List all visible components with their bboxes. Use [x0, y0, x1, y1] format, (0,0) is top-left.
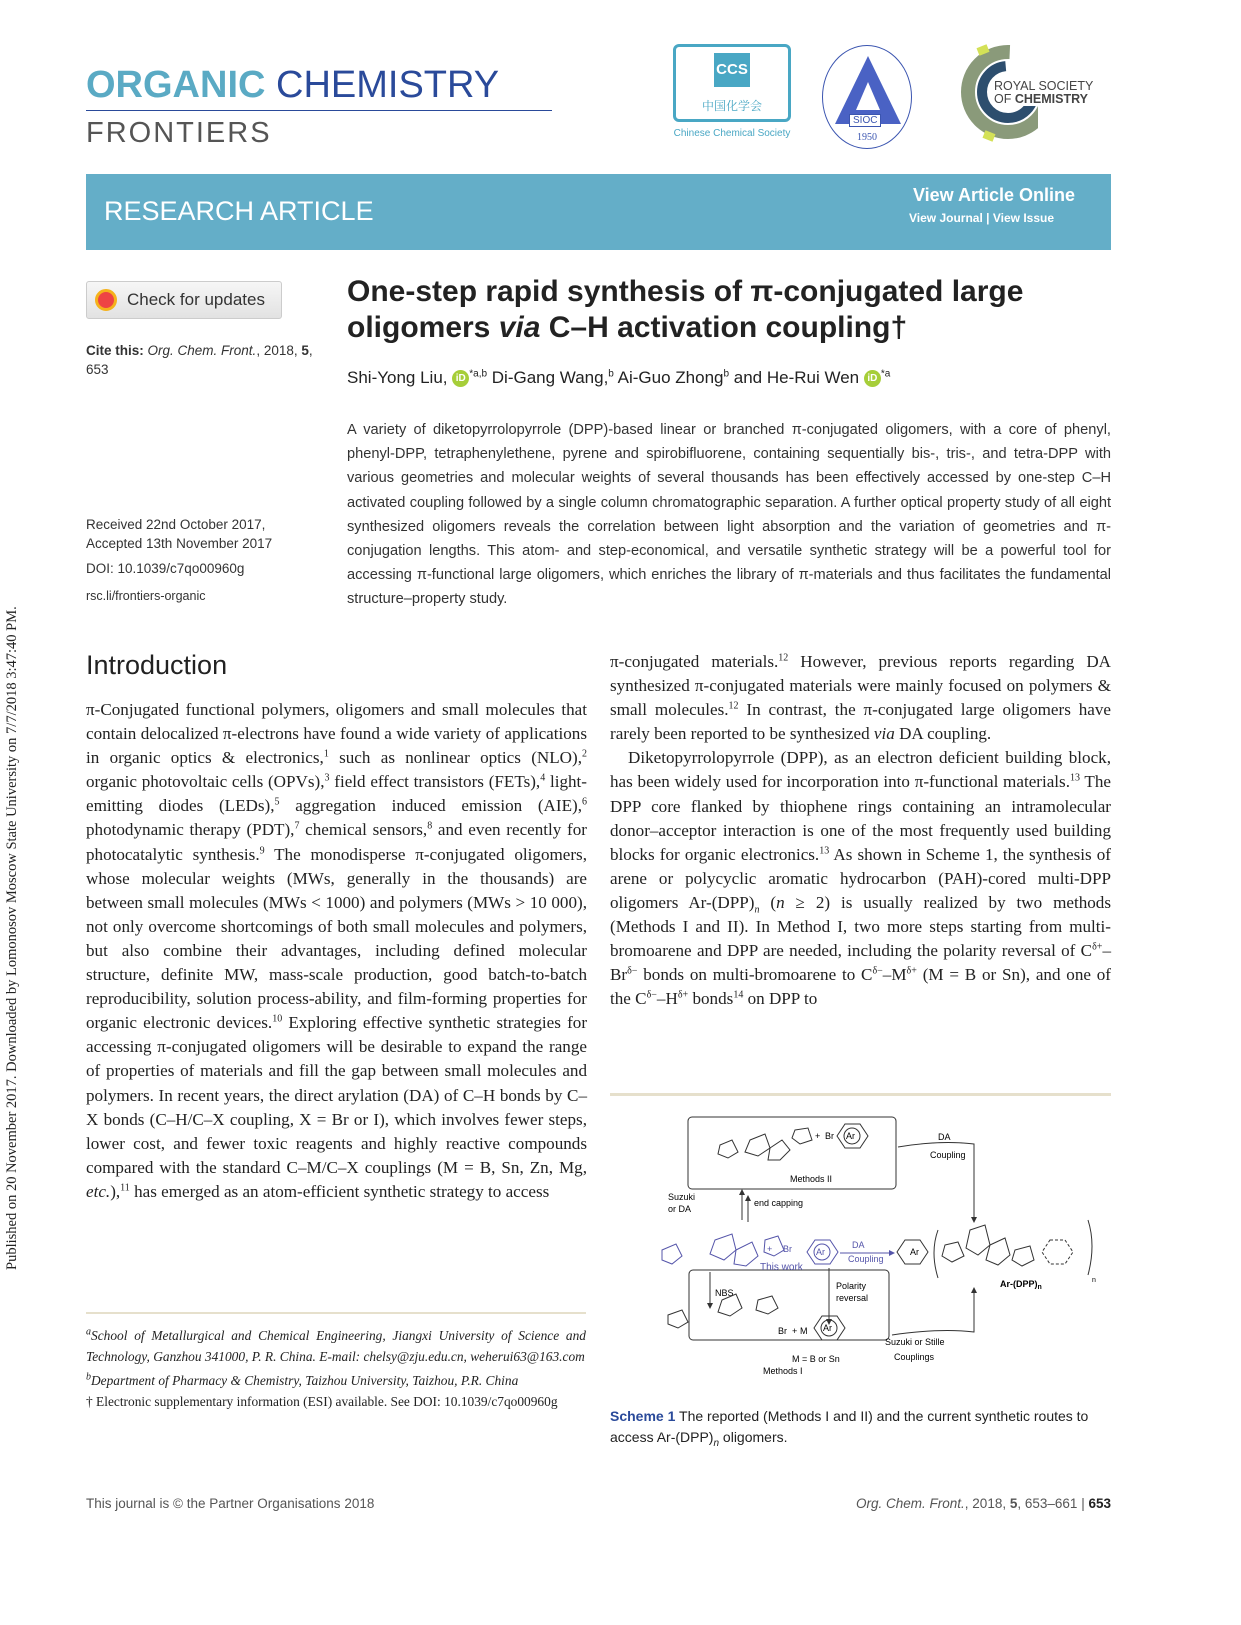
text-run: In contrast, the π-conjugated large oligomers have rarely been reported to be synthesized [610, 700, 1111, 744]
download-notice: Published on 20 November 2017. Downloaded by Lomonosov Moscow State University on 7/7/2018 3:47:40 PM. [4, 606, 20, 1270]
bromine-label: Br [825, 1131, 834, 1141]
reference-superscript: δ+ [1092, 941, 1103, 953]
text-run: π-conjugated materials. [610, 652, 779, 671]
text-run: –M [882, 965, 907, 985]
aryl-label: Ar [816, 1247, 825, 1257]
coupling-label: Coupling [930, 1150, 966, 1160]
reference-superscript: 13 [819, 845, 830, 857]
reference-superscript: δ+ [906, 965, 917, 977]
reference-superscript: 7 [294, 820, 300, 832]
cite-journal: Org. Chem. Front. [147, 343, 257, 358]
text-run: organic photovoltaic cells (OPVs), [86, 772, 325, 792]
paragraph [610, 746, 1111, 1011]
reference-superscript: 12 [778, 652, 789, 664]
cite-comma: , [308, 343, 313, 358]
journal-link[interactable]: rsc.li/frontiers-organic [86, 589, 206, 603]
author-name: Shi-Yong Liu, [347, 368, 448, 387]
plus-sign: + [815, 1131, 821, 1141]
reference-superscript: 4 [540, 772, 546, 784]
sioc-label: SIOC [849, 114, 881, 127]
caption-end: oligomers. [719, 1429, 788, 1445]
text-run: ), [110, 1181, 121, 1201]
rsc-name-of: OF [994, 92, 1015, 106]
journal-title-bold: ORGANIC [86, 64, 266, 106]
cite-label: Cite this: [86, 343, 144, 358]
article-title [347, 274, 1023, 346]
text-run: photodynamic therapy (PDT), [86, 820, 295, 840]
text-run: DA coupling. [894, 724, 992, 744]
product-label: $Ar-(DPP)_n$ [1000, 1279, 1042, 1291]
orcid-icon[interactable]: iD [452, 370, 469, 387]
intro-left-column [86, 698, 587, 1204]
text-run: and even recently for photocatalytic synthesis. [86, 820, 587, 864]
author-affiliation: b [608, 368, 614, 380]
footnote-mark: a [86, 1326, 91, 1338]
polarity-label: Polarity [836, 1281, 867, 1291]
journal-title-light: CHEMISTRY [276, 64, 500, 106]
text-run: ≥ 2) is usually realized by two methods (Methods I and II). In Method I, two more steps starting from multi-bromoarene and DPP are needed, including the polarity reversal of C [610, 892, 1112, 961]
footer-separator: | [1081, 1496, 1085, 1511]
rsc-name-chemistry: CHEMISTRY [1014, 92, 1088, 106]
or-da-label: or DA [668, 1204, 692, 1214]
italic-text: via [873, 724, 895, 744]
citation [86, 341, 336, 379]
section-heading: Introduction [86, 650, 228, 680]
reference-superscript: 3 [324, 772, 330, 784]
reference-superscript: 6 [582, 796, 587, 808]
check-for-updates-button[interactable] [86, 281, 282, 319]
text-run: (M = B or Sn), and one of the C [610, 965, 1111, 1009]
title-line-1: One-step rapid synthesis of π-conjugated large [347, 275, 1024, 308]
text-run: Exploring effective synthetic strategies for accessing π-conjugated oligomers will be desirable to expand the range of properties of materials and fill the gap between small molecules and polymers. In recent years, the direct arylation (DA) of C–H bonds by C–X bonds (C–H/C–X coupling, X = Br or I), which involves fewer steps, lower cost, and fewer toxic reagents and highly reactive compounds compared with the standard C–M/C–X couplings (M = B, Sn, Zn, Mg, [86, 1013, 588, 1177]
author-list [347, 368, 890, 388]
text-run: The monodisperse π-conjugated oligomers, whose molecular weights (MWs, generally in the thousands) are between small molecules (MWs < 1000) and polymers (MWs > 10 000), not only overcome shortcomings of both small molecules and polymers, but also combine their advantages, including defined molecular structure, definite MW, mass-scale production, good batch-to-batch reproducibility, solution process-ability, and film-forming properties for organic electronic devices. [86, 844, 587, 1033]
title-line-2b: via [498, 311, 541, 344]
scheme-divider [610, 1093, 1111, 1096]
reference-superscript: δ− [646, 989, 657, 1001]
text-run: bonds on multi-bromoarene to C [637, 965, 873, 985]
bromine-label: Br [778, 1326, 787, 1336]
metal-definition: M = B or Sn [792, 1354, 840, 1364]
footnote-text: Department of Pharmacy & Chemistry, Taizhou University, Taizhou, P.R. China [91, 1373, 519, 1388]
author-name: Ai-Guo Zhong [613, 368, 724, 387]
author-affiliation: *a [880, 368, 891, 380]
text-run: –H [656, 989, 678, 1009]
aryl-label: Ar [910, 1247, 919, 1257]
nbs-label: NBS [715, 1288, 734, 1298]
reference-superscript: δ− [627, 965, 638, 977]
cite-year: , 2018, [256, 343, 302, 358]
metal-label: M [800, 1326, 808, 1336]
text-run: light-emitting diodes (LEDs), [86, 772, 587, 816]
doi[interactable]: DOI: 10.1039/c7qo00960g [86, 561, 245, 576]
reference-superscript: 13 [1069, 772, 1080, 784]
italic-text: n [776, 892, 785, 912]
text-run: has emerged as an atom-efficient synthetic strategy to access [129, 1181, 550, 1201]
caption-text: The reported (Methods I and II) and the current synthetic routes to access Ar-(DPP) [610, 1408, 1089, 1445]
text-run: The DPP core flanked by thiophene rings containing an intramolecular donor–acceptor interaction is one of the most frequently used building blocks for organic electronics. [610, 772, 1111, 864]
title-line-2c: C–H activation coupling† [540, 311, 908, 344]
title-line-2a: oligomers [347, 311, 499, 344]
text-run: ( [759, 892, 777, 912]
footnote-mark: b [86, 1371, 91, 1383]
footer-year: , 2018, [964, 1496, 1010, 1511]
scheme-1-figure [640, 1110, 1120, 1395]
reference-superscript: δ+ [677, 989, 689, 1001]
cite-volume: 5 [301, 343, 309, 358]
aryl-label: Ar [846, 1131, 855, 1141]
intro-right-column [610, 650, 1111, 1011]
reversal-label: reversal [836, 1293, 869, 1303]
view-issue-link[interactable]: View Issue [992, 211, 1055, 225]
dpp-structure-this-work [662, 1234, 838, 1266]
author-name: Di-Gang Wang, [487, 368, 609, 387]
text-run: Diketopyrrolopyrrole (DPP), as an electron deficient building block, has been widely used for incorporation into π-functional materials. [610, 748, 1111, 792]
reference-superscript: 10 [272, 1013, 283, 1025]
reference-superscript: 8 [427, 820, 433, 832]
article-banner [86, 174, 1111, 250]
text-run: π-Conjugated functional polymers, oligomers and small molecules that contain delocalized π-electrons have found a wide variety of applications in organic optics & electronics, [86, 700, 587, 768]
footnotes [86, 1326, 586, 1412]
journal-subtitle: FRONTIERS [86, 117, 272, 149]
couplings-label: Couplings [894, 1352, 935, 1362]
reference-superscript: 11 [120, 1182, 130, 1194]
text-run: field effect transistors (FETs), [329, 772, 541, 792]
text-run: on DPP to [743, 989, 818, 1009]
footer-pages: , 653–661 [1017, 1496, 1078, 1511]
view-article-online-link[interactable]: View Article Online [912, 185, 1075, 205]
ccs-logo [670, 44, 794, 148]
reference-superscript: δ− [872, 965, 883, 977]
text-run: such as nonlinear optics (NLO), [328, 748, 582, 768]
author-affiliation: *a,b [469, 368, 488, 380]
suzuki-stille-label: Suzuki or Stille [885, 1337, 945, 1347]
reference-superscript: 5 [274, 796, 280, 808]
da-label: DA [852, 1240, 865, 1250]
footnote-divider [86, 1312, 586, 1314]
aryl-label: Ar [823, 1323, 832, 1333]
paragraph [86, 698, 587, 1204]
coupling-label: Coupling [848, 1254, 884, 1264]
scheme-caption [610, 1406, 1111, 1448]
plus-sign: + [792, 1326, 798, 1336]
repeat-n-label: n [1092, 1277, 1096, 1284]
methods1-label: Methods I [763, 1366, 803, 1376]
footer-copyright: This journal is © the Partner Organisations 2018 [86, 1496, 375, 1511]
page-number: 653 [1088, 1496, 1111, 1511]
text-run: chemical sensors, [299, 820, 428, 840]
text-run: bonds [688, 989, 734, 1009]
italic-text: etc. [86, 1181, 111, 1201]
subscript: n [754, 904, 760, 916]
paragraph [610, 650, 1111, 746]
reference-superscript: 9 [259, 844, 265, 856]
this-work-label: This work [760, 1262, 803, 1273]
footnote-b [86, 1371, 586, 1392]
received-date: Received 22nd October 2017, [86, 517, 266, 532]
ccs-mark: CCS [714, 53, 750, 87]
text-run: –Br [610, 941, 1111, 985]
methods2-label: Methods II [790, 1174, 833, 1184]
footer-citation [856, 1496, 1111, 1511]
rsc-logo [958, 42, 1118, 142]
bookmark-icon [95, 289, 117, 311]
separator: | [986, 211, 990, 225]
text-run: aggregation induced emission (AIE), [279, 796, 582, 816]
footer-journal: Org. Chem. Front. [856, 1496, 965, 1511]
ccs-chinese-name: 中国化学会 [701, 99, 762, 113]
dpp-structure-bottom [668, 1294, 845, 1340]
view-journal-link[interactable]: View Journal [909, 211, 983, 225]
esi-note: † Electronic supplementary information (ESI) available. See DOI: 10.1039/c7qo00960g [86, 1393, 558, 1409]
check-updates-label: Check for updates [127, 290, 265, 309]
sioc-year: 1950 [857, 132, 877, 143]
text-run: However, previous reports regarding DA synthesized π-conjugated materials were mainly focused on polymers & small molecules. [610, 652, 1112, 720]
reference-superscript: 1 [323, 748, 329, 760]
reference-superscript: 14 [733, 989, 744, 1001]
bromine-label: Br [783, 1244, 792, 1254]
divider [86, 110, 552, 111]
article-dates [86, 515, 336, 606]
sioc-logo [822, 45, 912, 149]
reference-superscript: 12 [728, 700, 739, 712]
footnote-a [86, 1326, 586, 1367]
text-run: As shown in Scheme 1, the synthesis of arene or polycyclic aromatic hydrocarbon (PAH)-cored multi-DPP oligomers Ar-(DPP) [610, 844, 1111, 912]
journal-title [86, 64, 499, 107]
dpp-structure-top [718, 1124, 868, 1160]
author-name: and He-Rui Wen [729, 368, 860, 387]
orcid-icon[interactable]: iD [864, 370, 881, 387]
plus-sign: + [767, 1244, 773, 1254]
rsc-name-line1: ROYAL SOCIETY [994, 79, 1094, 93]
da-label: DA [938, 1132, 951, 1142]
arrow [892, 1290, 974, 1335]
ccs-english-name: Chinese Chemical Society [673, 128, 791, 139]
article-type: RESEARCH ARTICLE [104, 196, 374, 226]
footer-volume: 5 [1009, 1496, 1018, 1511]
abstract: A variety of diketopyrrolopyrrole (DPP)-based linear or branched π-conjugated oligomers, with a core of phenyl, phenyl-DPP, tetraphenylethene, pyrene and spirobifluorene, containing sequentially bis-, tris-, and tetra-DPP with various geometries and molecular weights of several thousands has been effectively accessed by one-step C–H activated coupling followed by a single column chromatographic separation. A further optical property study of all eight synthesized oligomers reveals the correlation between light absorption and the variation of geometries and π-conjugation lengths. This atom- and step-economical, and versatile synthetic strategy will be a powerful tool for accessing π-functional large oligomers, which enriches the library of π-materials and thus facilitates the fundamental structure–property study. [347, 422, 1111, 608]
end-capping-label: end capping [754, 1198, 804, 1208]
author-affiliation: b [723, 368, 730, 380]
reference-superscript: 2 [582, 748, 587, 760]
accepted-date: Accepted 13th November 2017 [86, 536, 273, 551]
suzuki-label: Suzuki [668, 1192, 696, 1202]
footnote-text: School of Metallurgical and Chemical Engineering, Jiangxi University of Science and Technology, Ganzhou 341000, P. R. China. E-mail: chelsy@zju.edu.cn, weherui63@163.com [86, 1328, 586, 1364]
caption-subscript: n [713, 1437, 720, 1449]
cite-pages: 653 [86, 362, 109, 377]
product-structure [897, 1220, 1092, 1278]
caption-label: Scheme 1 [610, 1408, 676, 1424]
